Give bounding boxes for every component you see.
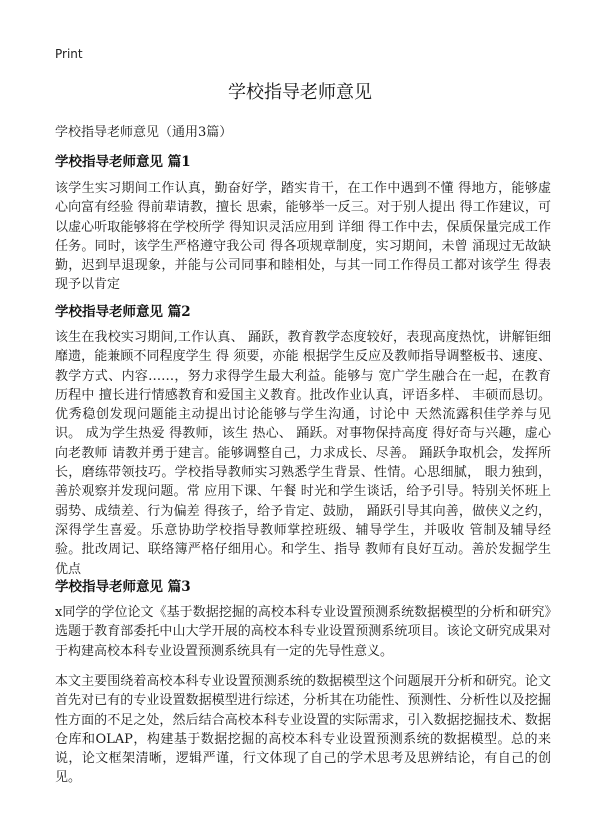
section-heading-2: 学校指导老师意见 篇2: [55, 304, 191, 320]
document-subtitle: 学校指导老师意见（通用3篇）: [55, 125, 233, 140]
section-heading-3: 学校指导老师意见 篇3: [55, 579, 191, 595]
page-title: 学校指导老师意见: [228, 82, 372, 103]
section-3-paragraph-1: x同学的学位论文《基于数据挖掘的高校本科专业设置预测系统数据模型的分析和研究》选题于教育部委托中山大学开展的高校本科专业设置预测系统项目。该论文研究成果对于构建高校本科专业设置预测系统具有一定的先导性意义。: [55, 605, 551, 659]
print-label[interactable]: Print: [55, 47, 83, 61]
section-1-paragraph: 该学生实习期间工作认真，勤奋好学，踏实肯干，在工作中遇到不懂 得地方，能够虚心向富有经验 得前辈请教，擅长 思索，能够举一反三。对于别人提出 得工作建议，可以虚心听取能够将在学校所学 得知识灵活应用到 详细 得工作中去，保质保量完成工作任务。同时，该学生严格遵守我公司 得各项规章制度，实习期间，未曾 涌现过无故缺勤，迟到早退现象，并能与公司同事和睦相处，与其一同工作得员工都对该学生 得表现予以肯定: [55, 181, 551, 293]
section-2-paragraph: 该生在我校实习期间,工作认真、 踊跃，教育教学态度较好，表现高度热忱，讲解钜细靡遗，能兼顾不同程度学生 得 须要，亦能 根据学生反应及教师指导调整板书、速度、教学方式、内容……，努力求得学生最大利益。能够与 宽广学生融合在一起，在教育 历程中 擅长进行情感教育和爱国主义教育。批改作业认真，评语多样、 丰硕而恳切。优秀稳创发现问题能主动提出讨论能够与学生沟通，讨论中 天然流露积佳学养与见识。 成为学生热爱 得教师，该生 热心、 踊跃。对事物保持高度 得好奇与兴趣，虚心向老教师 请教并勇于建言。能够调整自己，力求成长、尽善。 踊跃争取机会，发挥所长，磨练带领技巧。学校指导教师实习熟悉学生背景、性情。心思细腻， 眼力独到，善於观察并发现问题。常 应用下课、午餐 时光和学生谈话，给予引导。特别关怀班上弱势、成绩差、行为偏差 得孩子，给予肯定、鼓励， 踊跃引导其向善，做侠义之约，深得学生喜爱。乐意协助学校指导教师掌控班级、辅导学生，并吸收 管制及辅导经验。批改周记、联络簿严格仔细用心。和学生、指导 教师有良好互动。善於发掘学生优点: [55, 330, 551, 577]
section-heading-1: 学校指导老师意见 篇1: [55, 154, 191, 170]
section-3-paragraph-2: 本文主要围绕着高校本科专业设置预测系统的数据模型这个问题展开分析和研究。论文首先对已有的专业设置数据模型进行综述，分析其在功能性、预测性、分析性以及挖掘性方面的不足之处，然后结合高校本科专业设置的实际需求，引入数据挖掘技术、数据仓库和OLAP，构建基于数据挖掘的高校本科专业设置预测系统的数据模型。总的来说，论文框架清晰，逻辑严谨，行文体现了自己的学术思考及思辨结论，有自己的创见。: [55, 674, 551, 786]
